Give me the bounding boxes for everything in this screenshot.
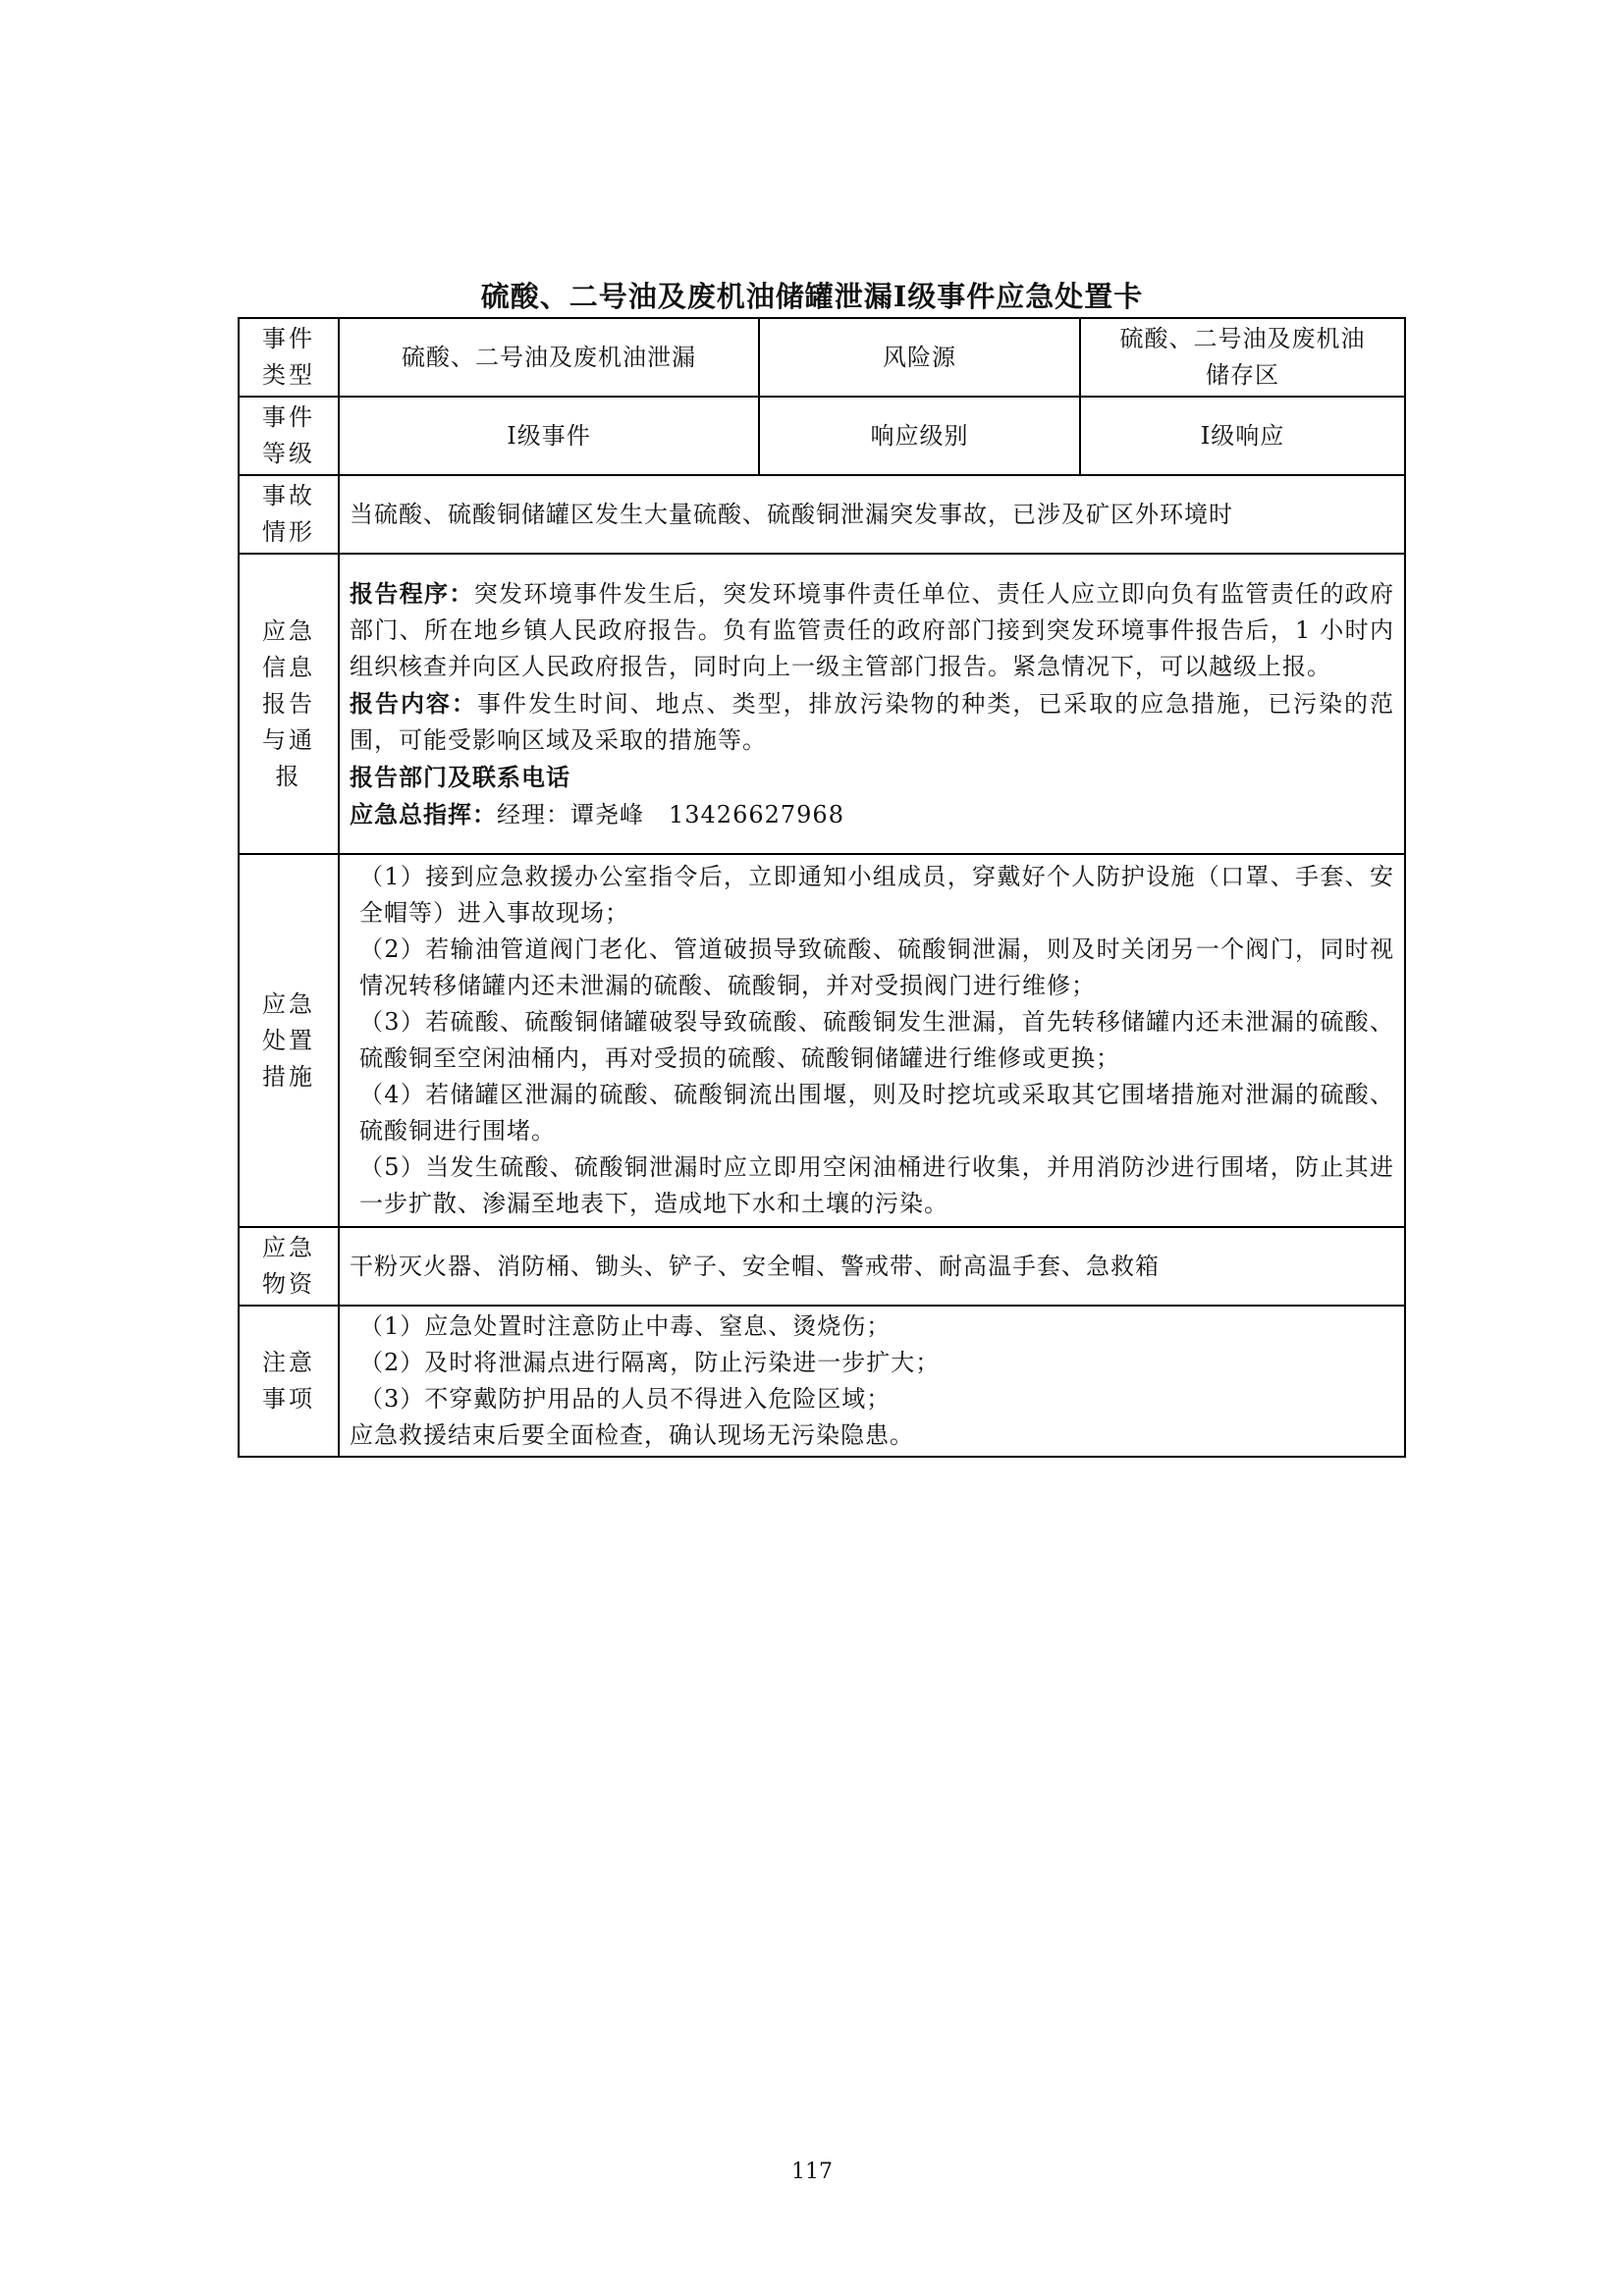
row-measures [239,854,1405,1227]
page-number: 117 [791,2160,833,2184]
report-procedure-key: 报告程序： [350,578,474,608]
risk-source-value: 硫酸、二号油及废机油 储存区 [1080,318,1405,397]
response-level-value: Ⅰ级响应 [1080,397,1405,475]
report-dept-heading: 报告部门及联系电话 [350,762,570,791]
note-item: （3）不穿戴防护用品的人员不得进入危险区域； [359,1385,892,1413]
supplies-text: 干粉灭火器、消防桶、锄头、铲子、安全帽、警戒带、耐高温手套、急救箱 [339,1227,1405,1306]
report-content-paragraph [350,685,1394,759]
row-report [239,554,1405,854]
response-level-label: 响应级别 [759,397,1080,475]
note-item: 应急救援结束后要全面检查，确认现场无污染隐患。 [350,1421,914,1449]
measure-item: （5）当发生硫酸、硫酸铜泄漏时应立即用空闲油桶进行收集，并用消防沙进行围堵，防止其进一步扩散、渗漏至地表下，造成地下水和土壤的污染。 [359,1153,1394,1217]
measure-item: （1）接到应急救援办公室指令后，立即通知小组成员，穿戴好个人防护设施（口罩、手套、安全帽等）进入事故现场； [359,863,1394,927]
measures-content [339,854,1405,1227]
emergency-card-table [238,317,1406,1458]
situation-label: 事故 情形 [239,475,339,554]
report-procedure [350,575,1394,685]
report-procedure-text: 突发环境事件发生后，突发环境事件责任单位、责任人应立即向负有监管责任的政府部门、所在地乡镇人民政府报告。负有监管责任的政府部门接到突发环境事件报告后，1 小时内组织核查并向区人民政府报告，同时向上一级主管部门报告。紧急情况下，可以越级上报。 [350,579,1395,680]
report-content [339,554,1405,854]
measures-label: 应急 处置 措施 [239,854,339,1227]
event-level-value: Ⅰ级事件 [339,397,759,475]
measure-item: （2）若输油管道阀门老化、管道破损导致硫酸、硫酸铜泄漏，则及时关闭另一个阀门，同时视情况转移储罐内还未泄漏的硫酸、硫酸铜，并对受损阀门进行维修； [359,935,1394,999]
notes-content [339,1306,1405,1457]
supplies-label: 应急 物资 [239,1227,339,1306]
commander-text: 经理：谭尧峰 13426627968 [497,800,844,828]
event-level-label: 事件 等级 [239,397,339,475]
report-content-text: 事件发生时间、地点、类型，排放污染物的种类，已采取的应急措施，已污染的范围，可能受影响区域及采取的措施等。 [350,689,1394,754]
note-item: （1）应急处置时注意防止中毒、窒息、烫烧伤； [359,1312,892,1340]
report-content-key: 报告内容： [350,688,477,718]
notes-label: 注意 事项 [239,1306,339,1457]
situation-text: 当硫酸、硫酸铜储罐区发生大量硫酸、硫酸铜泄漏突发事故，已涉及矿区外环境时 [339,475,1405,554]
measure-item: （4）若储罐区泄漏的硫酸、硫酸铜流出围堰，则及时挖坑或采取其它围堵措施对泄漏的硫酸、硫酸铜进行围堵。 [359,1081,1394,1145]
card-title: 硫酸、二号油及废机油储罐泄漏I级事件应急处置卡 [480,280,1144,313]
risk-source-label: 风险源 [759,318,1080,397]
row-notes [239,1306,1405,1457]
row-supplies [239,1227,1405,1306]
note-item: （2）及时将泄漏点进行隔离，防止污染进一步扩大； [359,1349,941,1376]
measure-item: （3）若硫酸、硫酸铜储罐破裂导致硫酸、硫酸铜发生泄漏，首先转移储罐内还未泄漏的硫酸、硫酸铜至空闲油桶内，再对受损的硫酸、硫酸铜储罐进行维修或更换； [359,1008,1394,1072]
row-event-type [239,318,1405,397]
commander-key: 应急总指挥： [350,799,497,828]
row-situation [239,475,1405,554]
report-label: 应急 信息 报告 与通 报 [239,554,339,854]
row-event-level [239,397,1405,475]
event-type-label: 事件 类型 [239,318,339,397]
report-commander [350,796,1394,833]
event-type-value: 硫酸、二号油及废机油泄漏 [339,318,759,397]
